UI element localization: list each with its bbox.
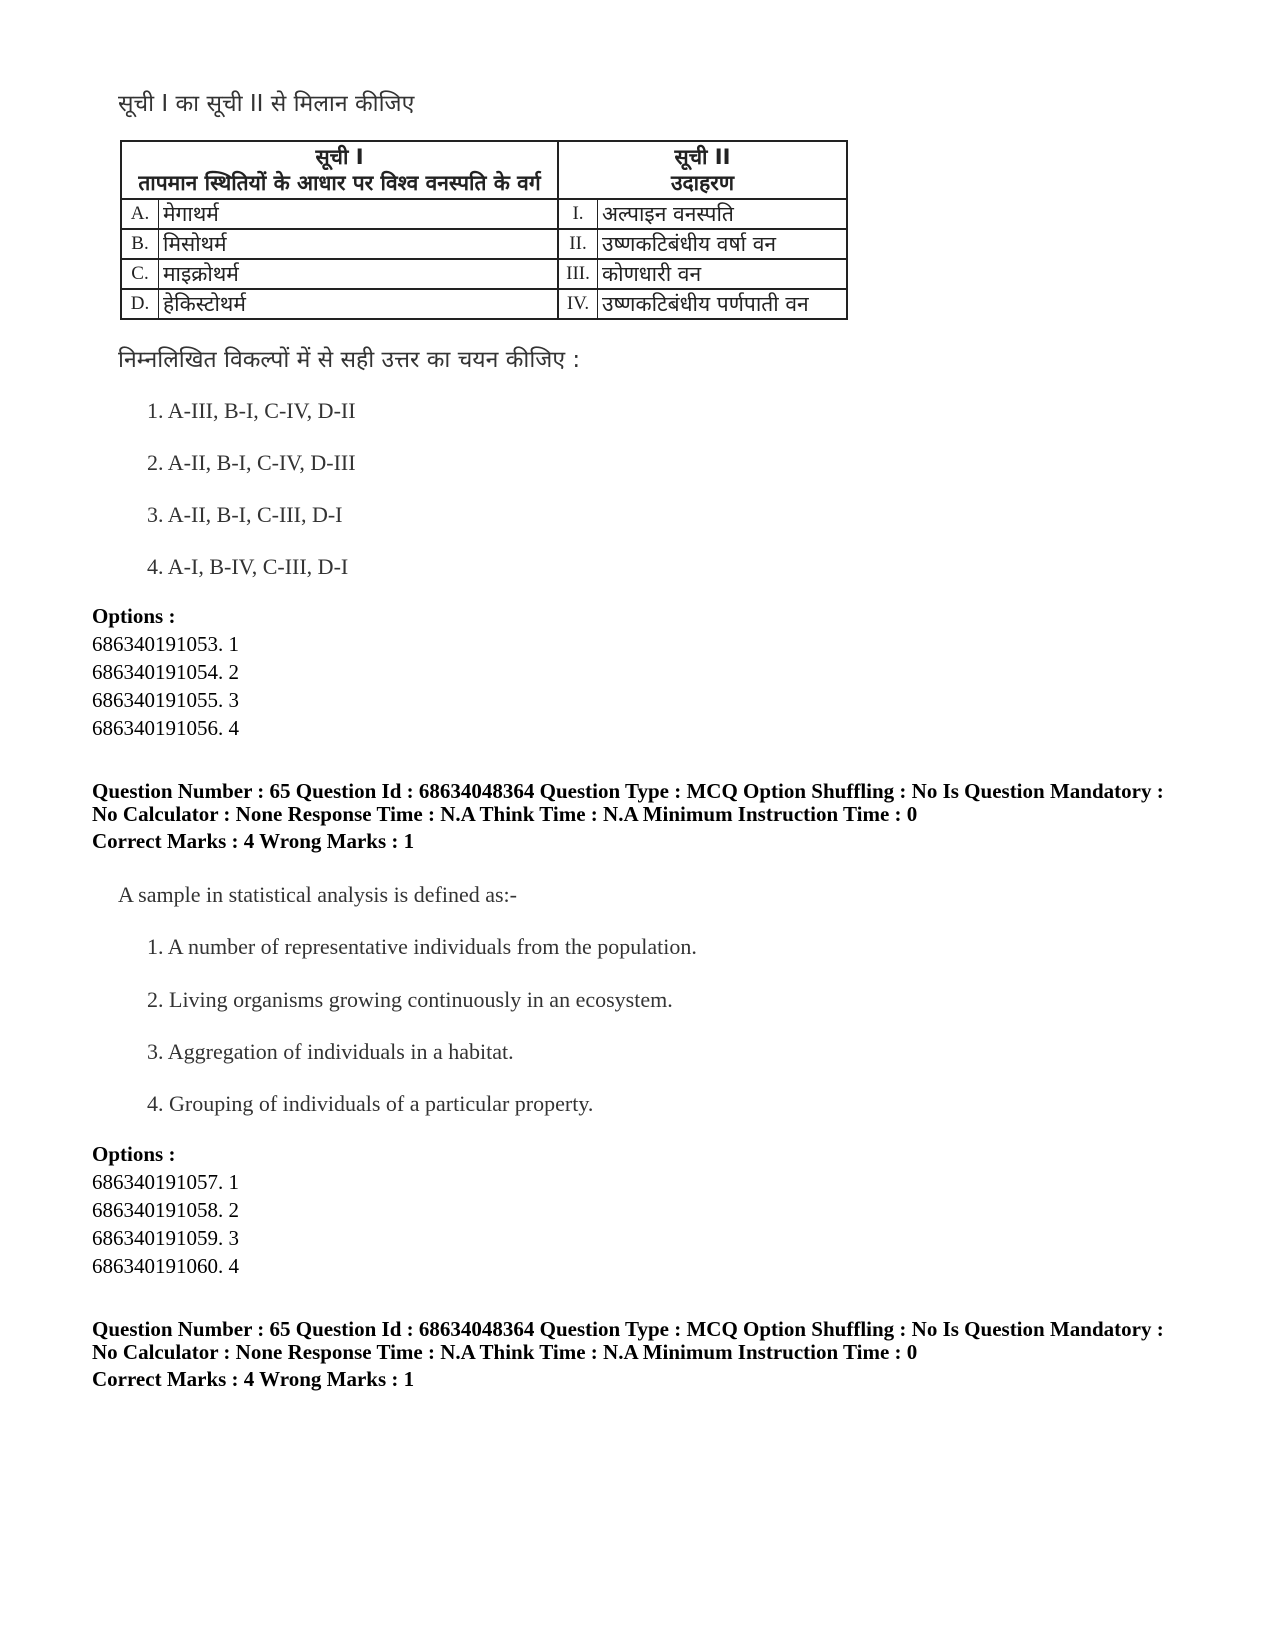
match-table <box>120 140 848 320</box>
marks-line: Correct Marks : 4 Wrong Marks : 1 <box>92 1367 415 1391</box>
table-row <box>121 229 847 259</box>
option-id-line: 686340191054. 2 <box>92 660 239 684</box>
question-meta <box>92 780 1192 826</box>
choice-item: 3. A-II, B-I, C-III, D-I <box>147 502 343 527</box>
row-value: मेगाथर्म <box>159 199 559 229</box>
options-label: Options : <box>92 1142 176 1166</box>
options-label: Options : <box>92 604 176 628</box>
row-value: माइक्रोथर्म <box>159 259 559 289</box>
choice-item: 2. A-II, B-I, C-IV, D-III <box>147 450 356 475</box>
row-label: IV. <box>558 289 598 319</box>
row-value: हेकिस्टोथर्म <box>159 289 559 319</box>
row-label: D. <box>121 289 159 319</box>
option-id-line: 686340191059. 3 <box>92 1226 239 1250</box>
option-id-line: 686340191056. 4 <box>92 716 239 740</box>
choice-item: 1. A-III, B-I, C-IV, D-II <box>147 398 356 423</box>
row-value: मिसोथर्म <box>159 229 559 259</box>
question-text: A sample in statistical analysis is defined as:- <box>118 882 517 907</box>
option-id-line: 686340191057. 1 <box>92 1170 239 1194</box>
list-1-title: सूची I <box>315 145 364 169</box>
list-2-header <box>558 141 847 199</box>
choose-instruction: निम्नलिखित विकल्पों में से सही उत्तर का चयन कीजिए : <box>118 347 581 373</box>
marks-line: Correct Marks : 4 Wrong Marks : 1 <box>92 829 415 853</box>
row-label: III. <box>558 259 598 289</box>
row-value: उष्णकटिबंधीय वर्षा वन <box>598 229 848 259</box>
match-instruction: सूची I का सूची II से मिलान कीजिए <box>118 91 415 117</box>
choice-item: 2. Living organisms growing continuously in an ecosystem. <box>147 987 673 1012</box>
table-row <box>121 289 847 319</box>
table-row <box>121 259 847 289</box>
row-value: कोणधारी वन <box>598 259 848 289</box>
option-id-line: 686340191053. 1 <box>92 632 239 656</box>
question-meta-line: Question Number : 65 Question Id : 68634048364 Question Type : MCQ Option Shuffling : No Is Question Mandatory : <box>92 1317 1164 1341</box>
row-label: I. <box>558 199 598 229</box>
question-meta-line: No Calculator : None Response Time : N.A Think Time : N.A Minimum Instruction Time : 0 <box>92 1340 918 1364</box>
row-label: B. <box>121 229 159 259</box>
choice-item: 4. A-I, B-IV, C-III, D-I <box>147 554 349 579</box>
question-meta-line: No Calculator : None Response Time : N.A Think Time : N.A Minimum Instruction Time : 0 <box>92 802 918 826</box>
row-label: A. <box>121 199 159 229</box>
choice-item: 4. Grouping of individuals of a particular property. <box>147 1091 594 1116</box>
list-1-subtitle: तापमान स्थितियों के आधार पर विश्व वनस्पति के वर्ग <box>138 171 541 195</box>
option-id-line: 686340191060. 4 <box>92 1254 239 1278</box>
row-label: C. <box>121 259 159 289</box>
row-value: अल्पाइन वनस्पति <box>598 199 848 229</box>
choice-item: 3. Aggregation of individuals in a habitat. <box>147 1039 514 1064</box>
list-2-title: सूची II <box>674 145 731 169</box>
row-label: II. <box>558 229 598 259</box>
list-2-subtitle: उदाहरण <box>670 171 735 195</box>
question-meta-line: Question Number : 65 Question Id : 68634048364 Question Type : MCQ Option Shuffling : No Is Question Mandatory : <box>92 779 1164 803</box>
option-id-line: 686340191055. 3 <box>92 688 239 712</box>
table-row <box>121 199 847 229</box>
choice-item: 1. A number of representative individuals from the population. <box>147 934 697 959</box>
list-1-header <box>121 141 558 199</box>
option-id-line: 686340191058. 2 <box>92 1198 239 1222</box>
question-meta <box>92 1318 1192 1364</box>
row-value: उष्णकटिबंधीय पर्णपाती वन <box>598 289 848 319</box>
